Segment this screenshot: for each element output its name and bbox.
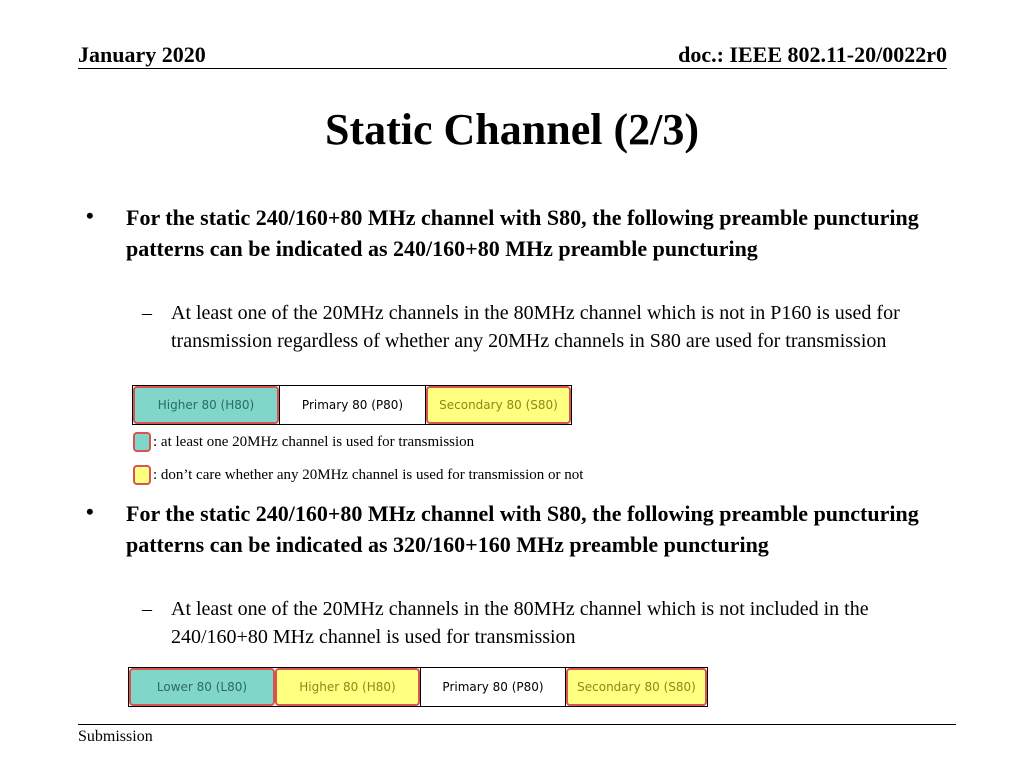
channel-s80: Secondary 80 (S80) — [426, 386, 571, 424]
footer-text: Submission — [78, 728, 153, 745]
bullet-2-text: For the static 240/160+80 MHz channel with S80, the following preamble puncturing patterns can be indicated as 320/160+160 MHz preamble puncturing — [126, 501, 919, 557]
legend-yellow-swatch — [133, 465, 151, 485]
channel-h80: Higher 80 (H80) — [275, 668, 420, 706]
footer-divider — [78, 724, 956, 725]
header-divider — [78, 68, 947, 69]
channel-p80: Primary 80 (P80) — [420, 668, 566, 706]
legend-cyan-text: : at least one 20MHz channel is used for transmission — [153, 433, 475, 450]
channel-l80: Lower 80 (L80) — [129, 668, 275, 706]
header-doc-id: doc.: IEEE 802.11-20/0022r0 — [678, 42, 947, 67]
bullet-marker: • — [86, 499, 94, 524]
bullet-1-text: For the static 240/160+80 MHz channel with S80, the following preamble puncturing patterns can be indicated as 240/160+80 MHz preamble puncturing — [126, 205, 919, 261]
legend-cyan-swatch — [133, 432, 151, 452]
bullet-2-sub-text: At least one of the 20MHz channels in the 80MHz channel which is not included in the 240/160+80 MHz channel is used for transmission — [171, 598, 869, 648]
bullet-1-sub-text: At least one of the 20MHz channels in the 80MHz channel which is not in P160 is used for transmission regardless of whether any 20MHz channels in S80 are used for transmission — [171, 302, 900, 352]
legend-yellow — [133, 465, 583, 485]
header-date: January 2020 — [78, 42, 206, 67]
dash-marker: – — [142, 598, 152, 620]
dash-marker: – — [142, 302, 152, 324]
slide-title: Static Channel (2/3) — [325, 105, 699, 154]
legend-cyan — [133, 432, 474, 452]
channel-h80: Higher 80 (H80) — [133, 386, 279, 424]
channel-s80: Secondary 80 (S80) — [566, 668, 707, 706]
channel-diagram-1 — [132, 385, 572, 425]
bullet-marker: • — [86, 203, 94, 228]
channel-diagram-2 — [128, 667, 708, 707]
legend-yellow-text: : don’t care whether any 20MHz channel is used for transmission or not — [153, 466, 584, 483]
channel-p80: Primary 80 (P80) — [279, 386, 426, 424]
